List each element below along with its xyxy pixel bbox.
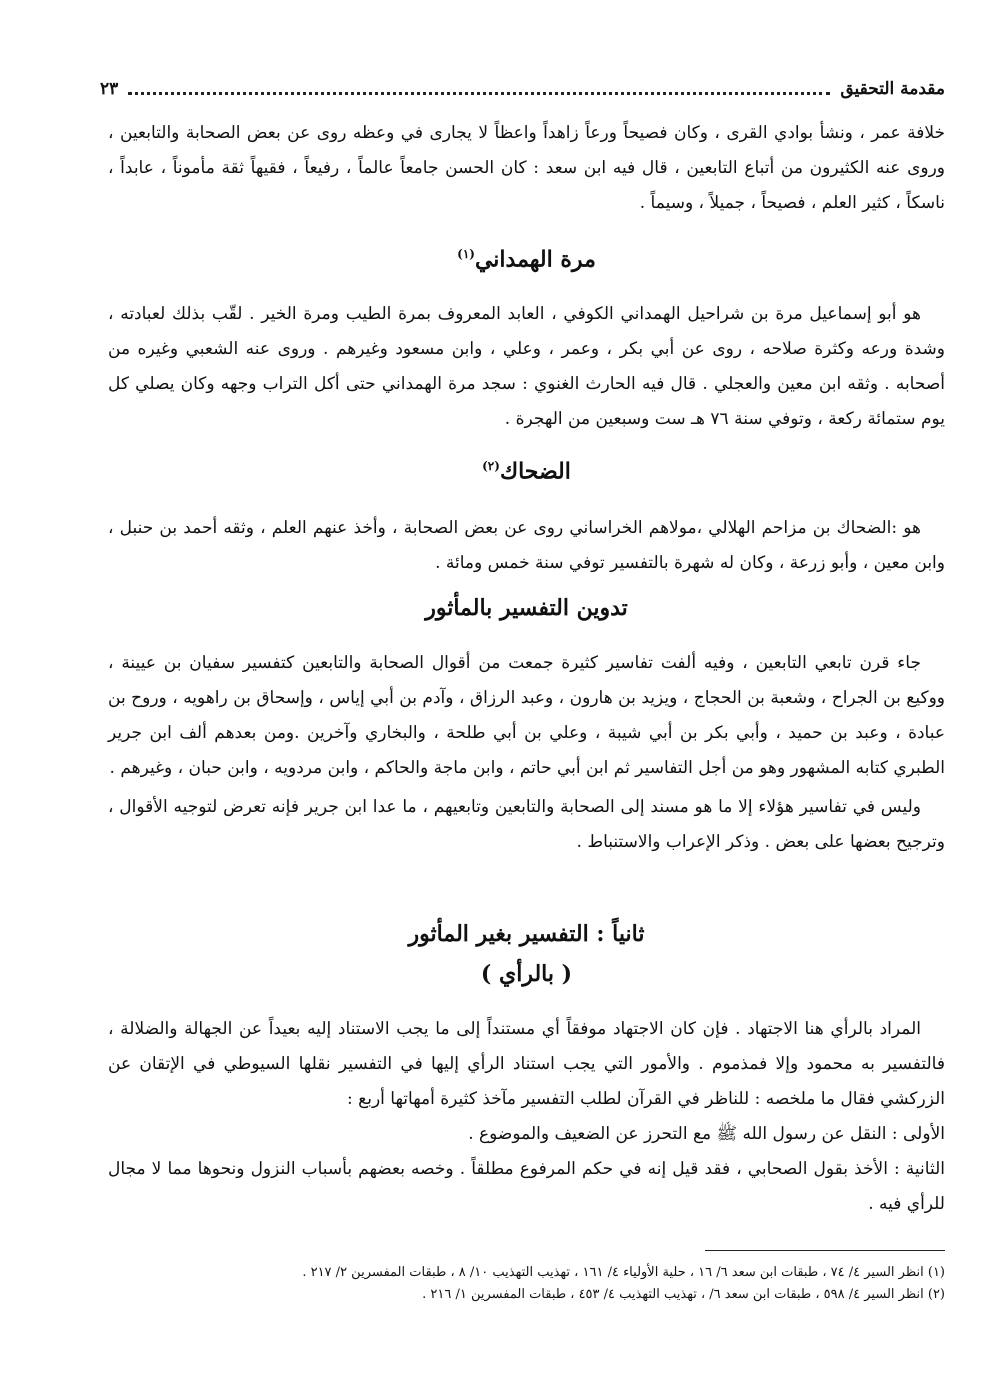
section-tadwin — [108, 588, 945, 860]
list-item-first: الأولى : النقل عن رسول الله ﷺ مع التحرز عن الضعيف والموضوع . — [468, 1124, 945, 1144]
list-item-second: الثانية : الأخذ بقول الصحابي ، فقد قيل إنه في حكم المرفوع مطلقاً . وخصه بعضهم بأسباب النزول ونحوها مما لا مجال للرأي فيه . — [108, 1159, 945, 1214]
intro-block — [108, 116, 945, 221]
heading-murra — [108, 234, 945, 279]
footnote-ref-1: (١) — [457, 247, 475, 261]
heading-murra-text: مرة الهمداني — [474, 246, 596, 273]
running-header — [100, 72, 945, 106]
section-raay — [108, 914, 945, 1222]
footnote-ref-2: (٢) — [482, 459, 500, 473]
page-number: ٢٣ — [100, 79, 119, 99]
footnote-1: (١) انظر السير ٤/ ٧٤ ، طبقات ابن سعد ٦/ ١٦ ، حلية الأولياء ٤/ ١٦١ ، تهذيب التهذيب ١٠/ ٨ ، طبقات المفسرين ٢/ ٢١٧ . — [302, 1265, 945, 1280]
paragraph-tadwin-1: جاء قرن تابعي التابعين ، وفيه ألفت تفاسير كثيرة جمعت من أقوال الصحابة والتابعين كتفسير سفيان بن عيينة ، ووكيع بن الجراح ، وشعبة بن الحجاج ، ويزيد بن هارون ، وعبد الرزاق ، وآدم بن أبي إياس ، وإسحاق بن راهويه ، وروح بن عبادة ، وعبد بن حميد ، وأبي بكر بن أبي شيبة ، وعلي بن أبي طلحة ، والبخاري وآخرين .ومن بعدهم ألف ابن جرير الطبري كتابه المشهور وهو من أجل التفاسير ثم ابن أبي حاتم ، وابن ماجة والحاكم ، وابن مردويه ، وابن حبان ، وغيرهم . — [108, 653, 945, 778]
footnotes — [108, 1262, 945, 1306]
running-title: مقدمة التحقيق — [840, 79, 945, 99]
header-dot-leader — [128, 84, 830, 95]
heading-dahhak-text: الضحاك — [499, 458, 571, 485]
section-dahhak — [108, 446, 945, 581]
paragraph-tadwin-2: وليس في تفاسير هؤلاء إلا ما هو مسند إلى الصحابة والتابعين وتابعيهم ، ما عدا ابن جرير فإنه تعرض لتوجيه الأقوال ، وترجيح بعضها على بعض . وذكر الإعراب والاستنباط . — [108, 797, 945, 852]
heading-tadwin: تدوين التفسير بالمأثور — [425, 595, 628, 621]
footnote-2: (٢) انظر السير ٤/ ٥٩٨ ، طبقات ابن سعد ٦/ ، تهذيب التهذيب ٤/ ٤٥٣ ، طبقات المفسرين ١/ ٢١٦ . — [422, 1287, 945, 1302]
footnote-separator — [705, 1250, 945, 1251]
subheading-raay: ( بالرأي ) — [480, 961, 573, 987]
paragraph-murra: هو أبو إسماعيل مرة بن شراحيل الهمداني الكوفي ، العابد المعروف بمرة الطيب ومرة الخير . لقّب بذلك لعبادته ، وشدة ورعه وكثرة صلاحه ، روى عن أبي بكر ، وعمر ، وعلي ، وابن مسعود وغيرهم . وروى عنه الشعبي وغيره من أصحابه . وثقه ابن معين والعجلي . قال فيه الحارث الغنوي : سجد مرة الهمداني حتى أكل التراب وجهه وكان يصلي كل يوم ستمائة ركعة ، وتوفي سنة ٧٦ هـ ست وسبعين من الهجرة . — [108, 304, 945, 430]
intro-paragraph: خلافة عمر ، ونشأ بوادي القرى ، وكان فصيحاً ورعاً زاهداً واعظاً لا يجارى في وعظه روى عن بعض الصحابة والتابعين ، وروى عنه الكثيرون من أتباع التابعين ، قال فيه ابن سعد : كان الحسن جامعاً عالماً ، رفيعاً ، فقيهاً ثقة مأموناً ، عابداً ، ناسكاً ، كثير العلم ، فصيحاً ، جميلاً ، وسيماً . — [108, 123, 945, 213]
paragraph-dahhak: هو :الضحاك بن مزاحم الهلالي ،مولاهم الخراساني روى عن بعض الصحابة ، وأخذ عنهم العلم ، وثقه أحمد بن حنبل ، وابن معين ، وأبو زرعة ، وكان له شهرة بالتفسير توفي سنة خمس ومائة . — [108, 518, 945, 574]
heading-raay: ثانياً : التفسير بغير المأثور — [408, 921, 645, 947]
paragraph-raay: المراد بالرأي هنا الاجتهاد . فإن كان الاجتهاد موفقاً أي مستنداً إلى ما يجب الاستناد إليه بعيداً عن الجهالة والضلالة ، فالتفسير به محمود وإلا فمذموم . والأمور التي يجب استناد الرأي إليها في التفسير نقلها السيوطي في الإتقان عن الزركشي فقال ما ملخصه : للناظر في القرآن لطلب التفسير مآخذ كثيرة أمهاتها أربع : — [108, 1019, 945, 1109]
heading-dahhak — [108, 446, 945, 491]
section-murra — [108, 234, 945, 437]
